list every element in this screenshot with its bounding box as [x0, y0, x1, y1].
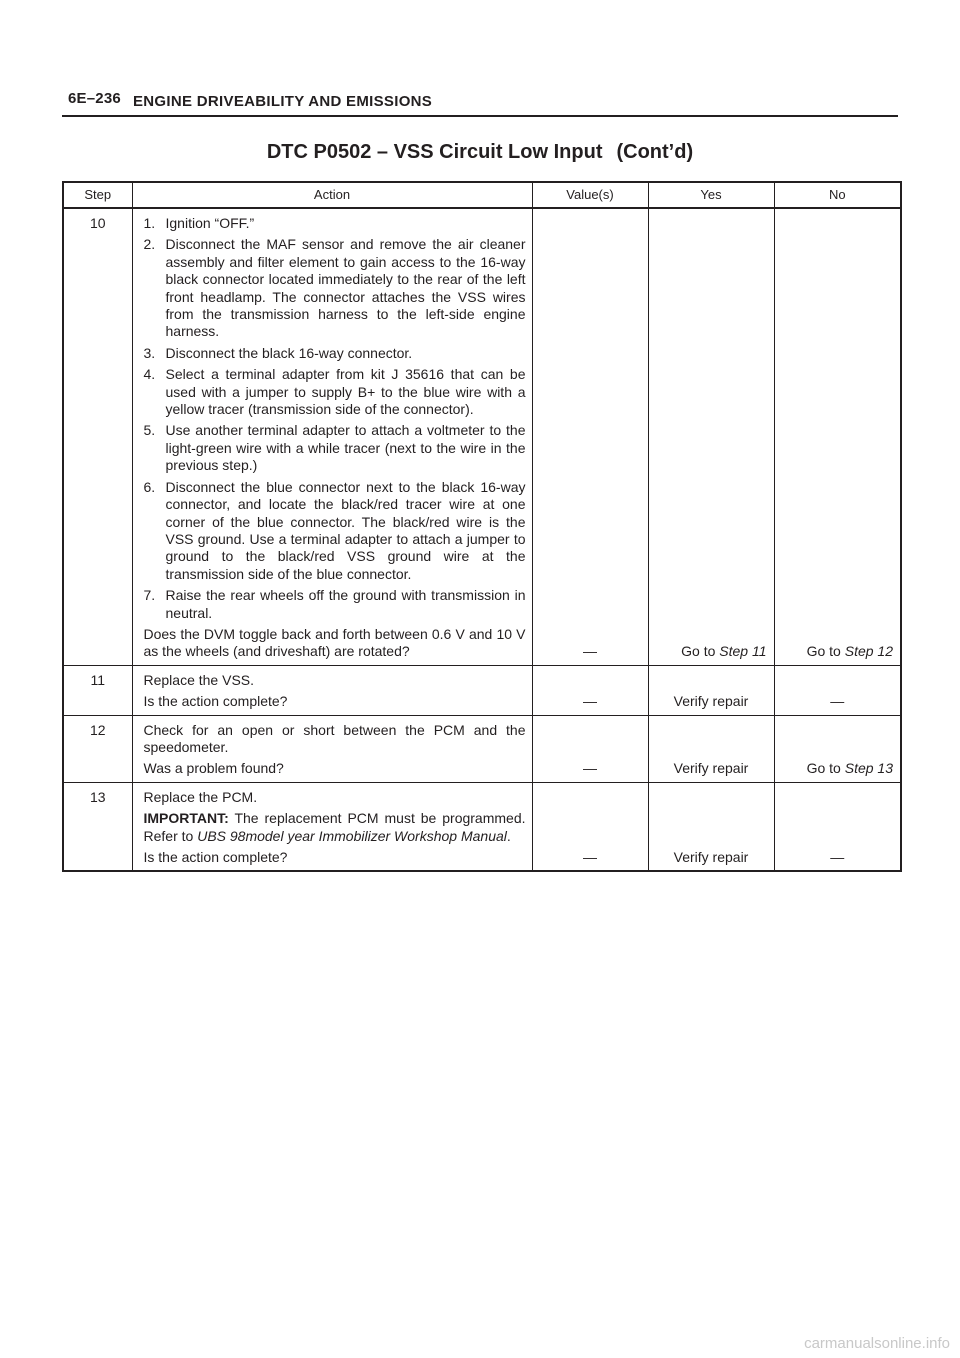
table-header-row: [63, 182, 901, 208]
important-label: IMPORTANT:: [143, 810, 229, 827]
column-header-no: No: [774, 182, 901, 208]
list-item: 3. Disconnect the black 16-way connector.: [143, 344, 413, 361]
action-question: Was a problem found?: [143, 760, 284, 777]
table-row-step-11: [63, 665, 901, 715]
list-item: 4. Select a terminal adapter from kit J 35616 that can be used with a jumper to supply B+ to the blue wire with a yellow tracer (transmission side of the connector).: [143, 366, 526, 418]
no-cell: Go to Step 12: [774, 208, 901, 665]
yes-cell: Verify repair: [648, 665, 774, 715]
step-reference: Step 12: [844, 643, 893, 660]
section-title: ENGINE DRIVEABILITY AND EMISSIONS: [133, 93, 433, 110]
action-cell: [132, 665, 532, 715]
action-steps-list: [144, 215, 526, 622]
column-header-yes: Yes: [648, 182, 774, 208]
step-number: 13: [63, 782, 132, 871]
step-reference: Step 11: [719, 643, 767, 660]
column-header-values: Value(s): [532, 182, 648, 208]
action-text: Replace the PCM.: [143, 788, 258, 805]
value-cell: —: [532, 715, 648, 782]
yes-cell: Go to Step 11: [648, 208, 774, 665]
watermark: carmanualsonline.info: [804, 1335, 950, 1352]
title-main: DTC P0502 – VSS Circuit Low Input: [266, 141, 603, 163]
value-cell: —: [532, 208, 648, 665]
step-number: 10: [63, 208, 132, 665]
title-contd: (Cont’d): [616, 141, 694, 163]
list-item: 5. Use another terminal adapter to attach a voltmeter to the light-green wire with a while tracer (next to the wire in the previous step.): [143, 422, 526, 474]
step-reference: Step 13: [844, 760, 893, 777]
step-number: 11: [63, 665, 132, 715]
value-cell: —: [532, 782, 648, 871]
manual-reference: UBS 98model year Immobilizer Workshop Manual: [197, 827, 507, 844]
header-rule: [62, 115, 898, 117]
table-row-step-10: [63, 208, 901, 665]
list-item: 6. Disconnect the blue connector next to the black 16-way connector, and locate the black/red tracer wire at one corner of the blue connector. The black/red wire is the VSS ground. Use a terminal adapter to attach a jumper to ground to the black/red VSS ground wire at the transmission side of the blue connector.: [143, 478, 526, 582]
no-cell: —: [774, 782, 901, 871]
diagnostic-table: [62, 181, 902, 872]
action-question: Is the action complete?: [143, 693, 288, 710]
action-cell: [132, 208, 532, 665]
list-item: 1. Ignition “OFF.”: [143, 215, 255, 231]
action-question: Is the action complete?: [143, 849, 288, 865]
column-header-step: Step: [63, 182, 132, 208]
action-question: Does the DVM toggle back and forth between 0.6 V and 10 V as the wheels (and driveshaft) are rotated?: [143, 625, 526, 660]
action-text: Replace the VSS.: [143, 671, 255, 688]
document-title: [0, 141, 960, 164]
yes-cell: Verify repair: [648, 715, 774, 782]
action-cell: [132, 782, 532, 871]
list-item: 2. Disconnect the MAF sensor and remove the air cleaner assembly and filter element to gain access to the 16-way black connector located immediately to the rear of the left front headlamp. The connector attaches the VSS wires from the transmission harness to the left-side engine harness.: [143, 236, 526, 340]
action-cell: [132, 715, 532, 782]
column-header-action: Action: [132, 182, 532, 208]
page-number: 6E–236: [68, 90, 121, 107]
important-note: IMPORTANT: The replacement PCM must be programmed. Refer to UBS 98model year Immobilizer Workshop Manual.: [143, 810, 526, 844]
no-cell: —: [774, 665, 901, 715]
step-number: 12: [63, 715, 132, 782]
no-cell: Go to Step 13: [774, 715, 901, 782]
action-text: Check for an open or short between the PCM and the speedometer.: [143, 721, 526, 755]
value-cell: —: [532, 665, 648, 715]
list-item: 7. Raise the rear wheels off the ground with transmission in neutral.: [143, 587, 526, 621]
table-row-step-13: [63, 782, 901, 871]
table-row-step-12: [63, 715, 901, 782]
yes-cell: Verify repair: [648, 782, 774, 871]
